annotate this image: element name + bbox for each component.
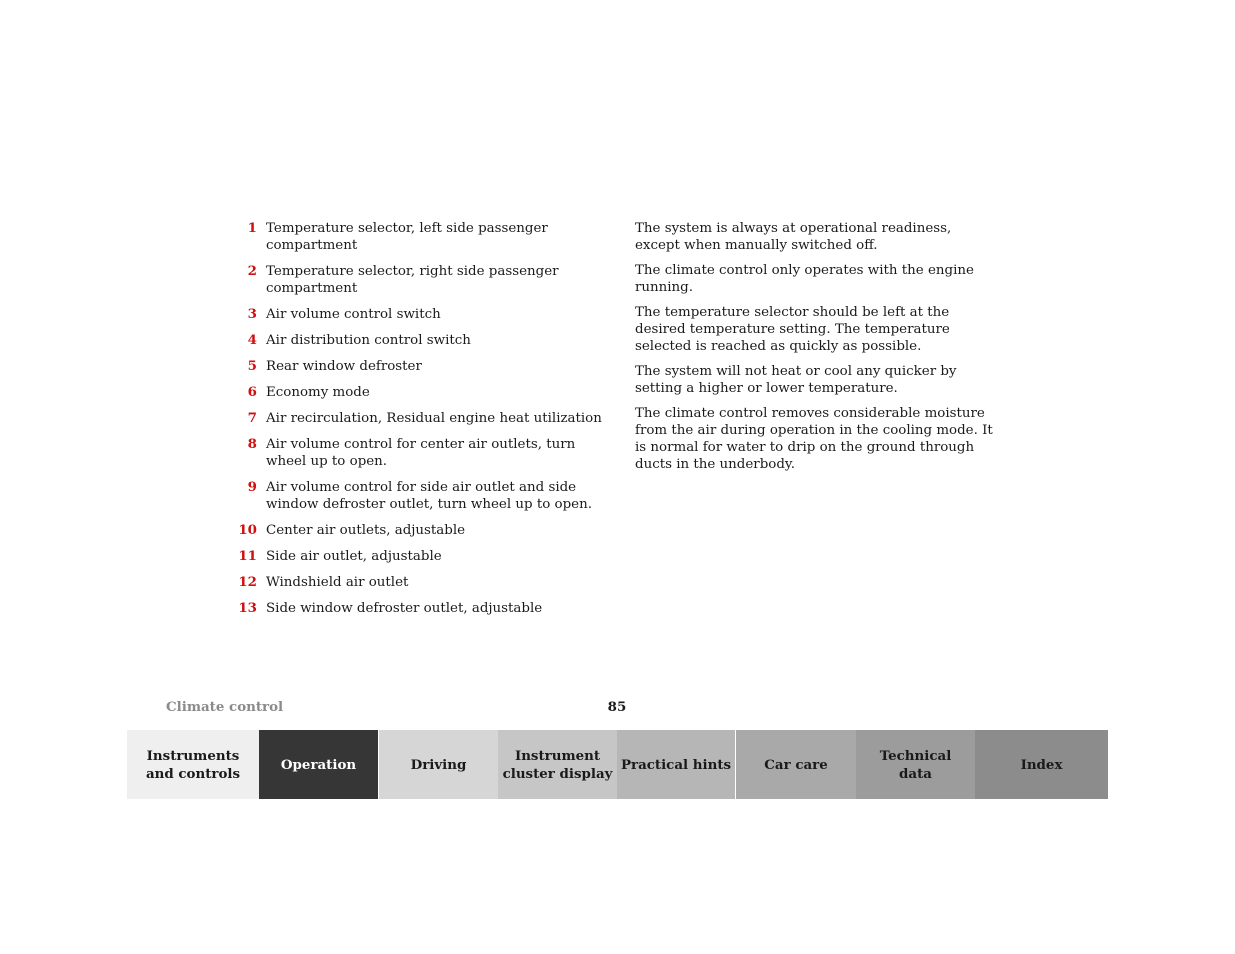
legend-text: Air distribution control switch: [266, 333, 471, 348]
legend-number: 6: [247, 384, 257, 400]
legend-text: Air volume control for side air outlet and side window defroster outlet, turn wheel up to open.: [266, 480, 592, 512]
legend-item-8: [236, 436, 608, 470]
tab-technical-data[interactable]: Technical data: [856, 730, 975, 799]
tab-practical-hints[interactable]: Practical hints: [617, 730, 736, 799]
note-paragraph: The system will not heat or cool any quicker by setting a higher or lower temperature.: [635, 364, 957, 396]
legend-number: 4: [247, 332, 257, 348]
legend-item-6: [236, 384, 608, 401]
legend-text: Economy mode: [266, 385, 370, 400]
tab-index[interactable]: Index: [975, 730, 1108, 799]
chapter-navigation: [127, 730, 1108, 799]
legend-number: 2: [247, 263, 257, 279]
legend-number: 5: [247, 358, 257, 374]
legend-item-13: [236, 600, 608, 617]
legend-item-11: [236, 548, 608, 565]
legend-text: Side air outlet, adjustable: [266, 549, 442, 564]
legend-item-9: [236, 479, 608, 513]
tab-car-care[interactable]: Car care: [736, 730, 856, 799]
legend-item-2: [236, 263, 608, 297]
legend-number: 9: [247, 479, 257, 495]
legend-number: 12: [238, 574, 257, 590]
legend-item-1: [236, 220, 608, 254]
note-paragraph: The system is always at operational readiness, except when manually switched off.: [635, 221, 952, 253]
legend-text: Air volume control switch: [266, 307, 441, 322]
legend-text: Temperature selector, right side passenger compartment: [266, 264, 559, 296]
note-paragraph: The climate control only operates with the engine running.: [635, 263, 974, 295]
note-paragraph: The climate control removes considerable moisture from the air during operation in the cooling mode. It is normal for water to drip on the ground through ducts in the underbody.: [635, 406, 993, 472]
legend-number: 8: [247, 436, 257, 452]
legend-item-4: [236, 332, 608, 349]
section-title: Climate control: [166, 699, 284, 715]
operation-notes: [635, 220, 997, 481]
tab-instruments-and-controls[interactable]: Instruments and controls: [127, 730, 259, 799]
page-number: 85: [607, 699, 627, 715]
tab-driving[interactable]: Driving: [378, 730, 498, 799]
component-legend: [236, 220, 608, 626]
legend-item-5: [236, 358, 608, 375]
tab-instrument-cluster-display[interactable]: Instrument cluster display: [498, 730, 617, 799]
legend-text: Windshield air outlet: [266, 575, 409, 590]
legend-number: 1: [247, 220, 257, 236]
legend-number: 11: [238, 548, 257, 564]
legend-text: Air volume control for center air outlets, turn wheel up to open.: [266, 437, 576, 469]
legend-text: Temperature selector, left side passenger compartment: [266, 221, 548, 253]
legend-text: Air recirculation, Residual engine heat utilization: [266, 411, 602, 426]
legend-item-10: [236, 522, 608, 539]
legend-text: Rear window defroster: [266, 359, 422, 374]
note-paragraph: The temperature selector should be left at the desired temperature setting. The temperature selected is reached as quickly as possible.: [635, 305, 950, 354]
legend-number: 13: [238, 600, 257, 616]
tab-operation-active[interactable]: Operation: [259, 730, 378, 799]
legend-item-12: [236, 574, 608, 591]
legend-number: 10: [238, 522, 257, 538]
legend-text: Side window defroster outlet, adjustable: [266, 601, 543, 616]
legend-number: 3: [247, 306, 257, 322]
legend-item-7: [236, 410, 608, 427]
legend-item-3: [236, 306, 608, 323]
legend-text: Center air outlets, adjustable: [266, 523, 466, 538]
legend-number: 7: [247, 410, 257, 426]
